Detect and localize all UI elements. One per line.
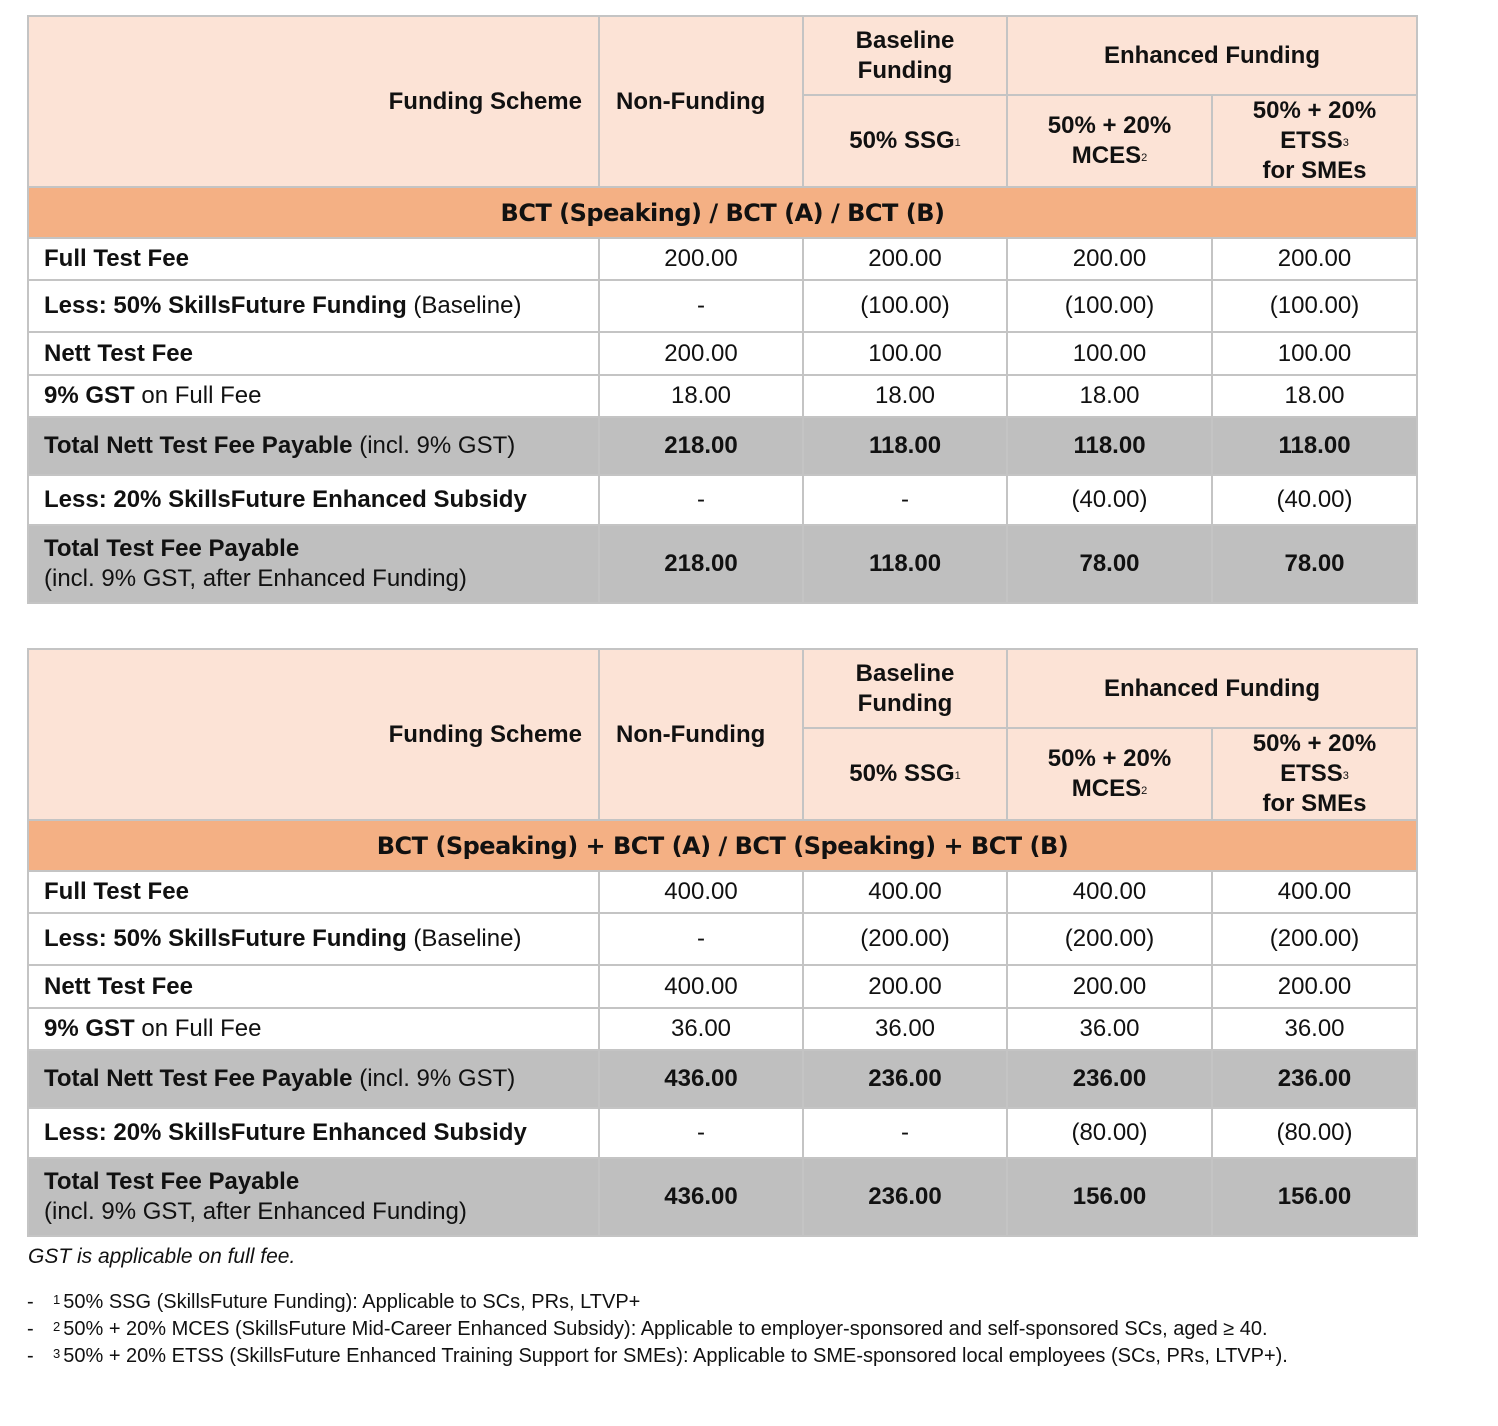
row-label-bold: Total Nett Test Fee Payable [44,432,353,459]
header-baseline-funding [803,649,1007,728]
table-row-nett-fee [28,332,1417,375]
section-title: BCT (Speaking) + BCT (A) / BCT (Speaking) + BCT (B) [28,820,1417,871]
table-row-less-baseline [28,913,1417,965]
cell-value: 200.00 [599,332,803,375]
cell-value: - [599,475,803,525]
table-row-less-enhanced [28,475,1417,525]
footnote-text: 50% SSG (SkillsFuture Funding): Applicable to SCs, PRs, LTVP+ [63,1291,641,1313]
cell-value: (80.00) [1212,1108,1417,1158]
table-row-gst [28,1008,1417,1050]
gst-note: GST is applicable on full fee. [28,1245,296,1268]
row-label-full-fee: Full Test Fee [28,871,599,913]
row-label-less-baseline [28,280,599,332]
header-mces [1007,95,1212,187]
footnote-ref-1: 1 [954,770,961,782]
cell-value: 36.00 [599,1008,803,1050]
row-label-bold: Total Test Fee Payable [44,535,300,562]
header-mces [1007,728,1212,820]
cell-value: 18.00 [599,375,803,417]
footnote-ref-2: 2 [1141,785,1148,797]
cell-value: 236.00 [1007,1050,1212,1108]
bullet-dash: - [27,1291,34,1313]
footnote-ref-2: 2 [1141,152,1148,164]
cell-value: - [599,913,803,965]
table-row-full-fee [28,871,1417,913]
table-row-total-payable [28,1158,1417,1236]
cell-value: 36.00 [1212,1008,1417,1050]
cell-value: 400.00 [1212,871,1417,913]
cell-value: 18.00 [1212,375,1417,417]
table-row-total-nett [28,1050,1417,1108]
footnote-number: 2 [53,1319,61,1334]
cell-value: 100.00 [1212,332,1417,375]
cell-value: (80.00) [1007,1108,1212,1158]
header-non-funding: Non-Funding [599,16,803,187]
header-etss-line2: ETSS [1280,760,1343,787]
cell-value: 400.00 [599,965,803,1008]
footnote-3 [27,1343,1288,1370]
row-label-less-enhanced: Less: 20% SkillsFuture Enhanced Subsidy [28,475,599,525]
header-etss [1212,95,1417,187]
cell-value: 118.00 [1007,417,1212,475]
header-ssg-label: 50% SSG [849,760,955,787]
table-row-full-fee [28,238,1417,280]
table-row-gst [28,375,1417,417]
cell-value: 200.00 [803,965,1007,1008]
cell-value: 78.00 [1212,525,1417,603]
footnote-text: 50% + 20% ETSS (SkillsFuture Enhanced Training Support for SMEs): Applicable to SME-sponsored local employees (SCs, PRs, LTVP+). [63,1345,1288,1367]
footnote-2 [27,1316,1288,1343]
header-mces-line2: MCES [1071,775,1142,802]
cell-value: (200.00) [803,913,1007,965]
cell-value: (200.00) [1212,913,1417,965]
row-label-normal: (incl. 9% GST, after Enhanced Funding) [44,1198,467,1225]
cell-value: 200.00 [1212,238,1417,280]
cell-value: 218.00 [599,417,803,475]
cell-value: 200.00 [1212,965,1417,1008]
header-baseline-label: Baseline Funding [855,26,955,84]
cell-value: 100.00 [803,332,1007,375]
table-row-less-baseline [28,280,1417,332]
fee-table [27,15,1418,604]
header-enhanced-funding: Enhanced Funding [1007,16,1417,95]
section-title: BCT (Speaking) / BCT (A) / BCT (B) [28,187,1417,238]
row-label-normal: on Full Fee [134,1015,262,1042]
header-ssg [803,728,1007,820]
cell-value: 436.00 [599,1158,803,1236]
fee-table [27,648,1418,1237]
header-etss-line3: for SMEs [1262,157,1367,184]
footnote-ref-3: 3 [1342,770,1349,782]
row-label-normal: on Full Fee [134,382,262,409]
cell-value: - [803,1108,1007,1158]
header-funding-scheme: Funding Scheme [28,649,599,820]
cell-value: 200.00 [1007,965,1212,1008]
row-label-bold: Total Nett Test Fee Payable [44,1065,353,1092]
row-label-normal: (incl. 9% GST, after Enhanced Funding) [44,565,467,592]
header-mces-line1: 50% + 20% [1047,745,1172,772]
row-label-normal: (incl. 9% GST) [352,1065,516,1092]
footnote-ref-3: 3 [1342,137,1349,149]
header-baseline-label: Baseline Funding [855,659,955,717]
header-enhanced-funding: Enhanced Funding [1007,649,1417,728]
cell-value: 236.00 [803,1050,1007,1108]
cell-value: (200.00) [1007,913,1212,965]
cell-value: 156.00 [1007,1158,1212,1236]
footnote-1 [27,1289,1288,1316]
cell-value: 400.00 [803,871,1007,913]
cell-value: 18.00 [803,375,1007,417]
row-label-nett-fee: Nett Test Fee [28,332,599,375]
header-baseline-funding [803,16,1007,95]
header-etss-line1: 50% + 20% [1252,730,1377,757]
header-etss [1212,728,1417,820]
row-label-bold: 9% GST [44,382,135,409]
header-ssg-label: 50% SSG [849,127,955,154]
cell-value: (100.00) [803,280,1007,332]
footnote-number: 1 [53,1292,61,1307]
row-label-gst [28,1008,599,1050]
cell-value: 218.00 [599,525,803,603]
footnotes [27,1289,1288,1370]
cell-value: 18.00 [1007,375,1212,417]
cell-value: - [599,1108,803,1158]
row-label-bold: Less: 50% SkillsFuture Funding [44,292,407,319]
cell-value: 236.00 [803,1158,1007,1236]
header-funding-scheme: Funding Scheme [28,16,599,187]
header-etss-line1: 50% + 20% [1252,97,1377,124]
row-label-nett-fee: Nett Test Fee [28,965,599,1008]
cell-value: (40.00) [1212,475,1417,525]
cell-value: 118.00 [803,417,1007,475]
footnote-number: 3 [53,1346,61,1361]
bullet-dash: - [27,1318,34,1340]
cell-value: 156.00 [1212,1158,1417,1236]
row-label-normal: (incl. 9% GST) [352,432,516,459]
cell-value: 36.00 [1007,1008,1212,1050]
cell-value: 236.00 [1212,1050,1417,1108]
table-row-nett-fee [28,965,1417,1008]
row-label-full-fee: Full Test Fee [28,238,599,280]
cell-value: - [599,280,803,332]
row-label-bold: Less: 50% SkillsFuture Funding [44,925,407,952]
cell-value: 400.00 [599,871,803,913]
row-label-total-nett [28,417,599,475]
cell-value: - [803,475,1007,525]
cell-value: 436.00 [599,1050,803,1108]
cell-value: 200.00 [803,238,1007,280]
cell-value: 78.00 [1007,525,1212,603]
footnote-text: 50% + 20% MCES (SkillsFuture Mid-Career Enhanced Subsidy): Applicable to employer-sponsored and self-sponsored SCs, aged ≥ 40. [63,1318,1268,1340]
row-label-bold: 9% GST [44,1015,135,1042]
cell-value: 36.00 [803,1008,1007,1050]
cell-value: 400.00 [1007,871,1212,913]
bullet-dash: - [27,1345,34,1367]
row-label-total-payable [28,525,599,603]
cell-value: 118.00 [1212,417,1417,475]
header-non-funding: Non-Funding [599,649,803,820]
cell-value: (100.00) [1007,280,1212,332]
header-mces-line2: MCES [1071,142,1142,169]
table-row-total-payable [28,525,1417,603]
table-row-total-nett [28,417,1417,475]
cell-value: 200.00 [1007,238,1212,280]
header-etss-line2: ETSS [1280,127,1343,154]
cell-value: (100.00) [1212,280,1417,332]
cell-value: 100.00 [1007,332,1212,375]
row-label-normal: (Baseline) [406,292,522,319]
header-ssg [803,95,1007,187]
header-mces-line1: 50% + 20% [1047,112,1172,139]
footnote-ref-1: 1 [954,137,961,149]
header-etss-line3: for SMEs [1262,790,1367,817]
row-label-less-baseline [28,913,599,965]
cell-value: 118.00 [803,525,1007,603]
cell-value: 200.00 [599,238,803,280]
row-label-total-nett [28,1050,599,1108]
cell-value: (40.00) [1007,475,1212,525]
row-label-gst [28,375,599,417]
row-label-total-payable [28,1158,599,1236]
table-row-less-enhanced [28,1108,1417,1158]
row-label-bold: Total Test Fee Payable [44,1168,300,1195]
row-label-normal: (Baseline) [406,925,522,952]
row-label-less-enhanced: Less: 20% SkillsFuture Enhanced Subsidy [28,1108,599,1158]
